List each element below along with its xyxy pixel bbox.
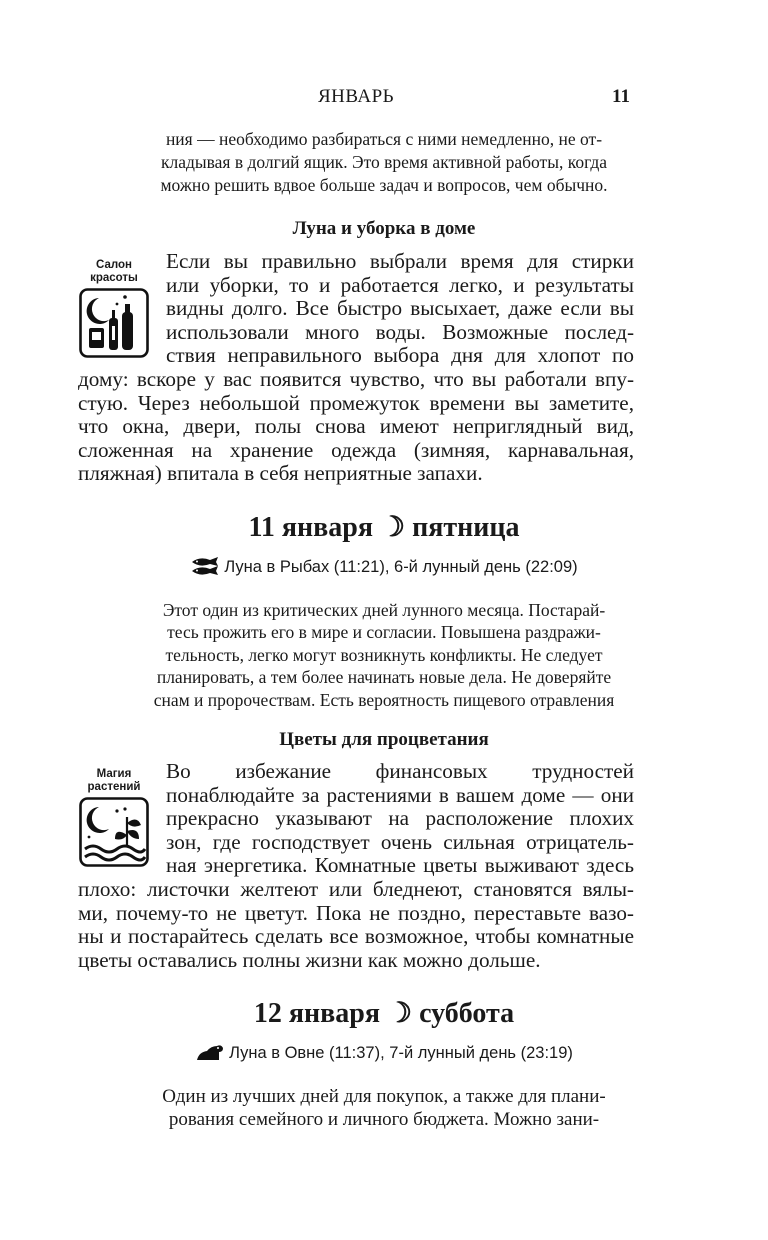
text-line: снам и пророчествам. Есть вероятность пищевого отравления [153, 689, 615, 710]
text-line: рования семейного и личного бюджета. Можно зани- [168, 1109, 600, 1131]
moon-info-text: Луна в Овне (11:37), 7-й лунный день (23:19) [229, 1044, 573, 1062]
aries-ram-icon [195, 1042, 225, 1062]
text-line: плохо: листочки желтеют или бледнеют, становятся вялы- [78, 876, 634, 901]
text-line: или уборки, то и работается легко, и результаты [166, 272, 634, 297]
text-line: пляжная) впитала в себя неприятные запахи. [78, 461, 483, 486]
day-intro [78, 599, 690, 711]
text-line: кладывая в долгий ящик. Это время активной работы, когда [160, 152, 608, 172]
moon-info [78, 1042, 690, 1063]
text-line: Этот один из критических дней лунного месяца. Постарай- [162, 600, 606, 620]
text-line: Один из лучших дней для покупок, а также для плани- [162, 1086, 606, 1107]
text-line: ствия неправильного выбора дня для хлопот по [166, 343, 634, 368]
text-line: зон, где господствует очень сильная отрицатель- [166, 829, 634, 854]
text-line: Если вы правильно выбрали время для стирки [166, 249, 634, 273]
section-heading: Луна и уборка в доме [292, 218, 476, 239]
text-line: стую. Через небольшой промежуток времени вы заметите, [78, 390, 634, 415]
section-body [78, 760, 634, 972]
page-number: 11 [612, 86, 630, 107]
moon-info [78, 556, 690, 577]
pisces-fish-icon [190, 556, 220, 576]
icon-label: растений [87, 781, 141, 793]
day-heading: 12 января ☽ суббота [253, 998, 515, 1029]
text-line: цветы оставались полны жизни как можно дольше. [78, 947, 541, 972]
text-line: видны долго. Все быстро высыхает, даже если вы [166, 296, 634, 321]
day-heading: 11 января ☽ пятница [248, 512, 520, 543]
text-line: что окна, двери, полы снова имеют неприглядный вид, [78, 414, 634, 439]
section-body [78, 250, 634, 486]
text-line: планировать, а тем более начинать новые дела. Не доверяйте [156, 667, 612, 688]
text-line: тесь прожить его в мире и согласии. Повышена раздражи- [167, 622, 601, 643]
text-line: сложенная на хранение одежда (зимняя, карнавальная, [78, 437, 634, 462]
icon-label: Магия [96, 768, 132, 780]
day-intro [78, 1085, 690, 1132]
running-head: ЯНВАРЬ [318, 86, 395, 107]
moon-info-text: Луна в Рыбах (11:21), 6-й лунный день (22:09) [224, 558, 578, 576]
text-line: тельность, легко могут возникнуть конфликты. Не следует [165, 644, 603, 665]
text-line: понаблюдайте за растениями в вашем доме — они [166, 782, 634, 807]
text-line: ми, почему-то не цветут. Пока не поздно, переставьте вазо- [78, 900, 634, 925]
opening-paragraph [78, 128, 690, 197]
text-line: ная энергетика. Комнатные цветы выживают здесь [166, 853, 634, 878]
text-line: ны и постарайтесь сделать все возможное, чтобы комнатные [78, 924, 634, 949]
text-line: прекрасно указывают на расположение плохих [166, 806, 634, 831]
text-line: дому: вскоре у вас появится чувство, что вы работали впу- [78, 366, 634, 391]
section-heading: Цветы для процветания [279, 729, 489, 750]
text-line: использовали много воды. Возможные послед- [166, 319, 634, 344]
text-line: Во избежание финансовых трудностей [166, 759, 634, 783]
icon-label: красоты [90, 272, 138, 284]
text-line: ния — необходимо разбираться с ними немедленно, не от- [165, 129, 603, 149]
text-line: можно решить вдвое больше задач и вопросов, чем обычно. [160, 175, 608, 195]
icon-label: Салон [96, 259, 132, 271]
